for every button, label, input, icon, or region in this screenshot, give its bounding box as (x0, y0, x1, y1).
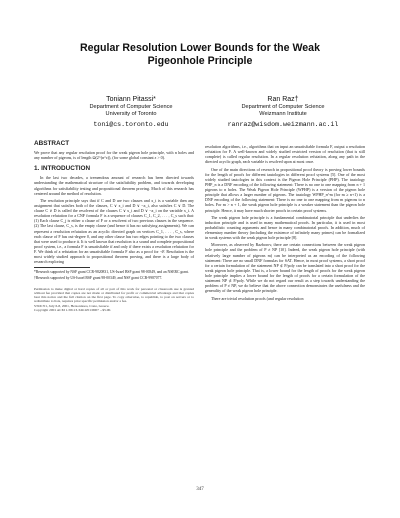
title-line-1: Regular Resolution Lower Bounds for the Weak (80, 42, 320, 54)
body-paragraph: One of the main directions of research in propositional proof theory is proving lower bounds for the length of proofs for different tautologies in different proof systems [5]. One of the most widely studied tautologies in this context is the Pigeon Hole Principle (PHP). The tautology PHP_n is a DNF encoding of the following statement: There is no one to one mapping from n + 1 pigeons to n holes. The Weak Pigeon Hole Principle (WPHP) is a version of the pigeon hole principle that allows a larger number of pigeons. The tautology WPHP_n^m (for m ≥ n+1) is a DNF encoding of the following statement: There is no one to one mapping from m pigeons to n holes. For m > n + 1, the weak pigeon hole principle is a weaker statement than the pigeon hole principle. Hence, it may have much shorter proofs in certain proof systems. (205, 166, 365, 213)
author-block-2 (198, 95, 368, 129)
page-number: 347 (196, 487, 204, 492)
footnote: †Research supported by US-Israel BSF grant 98-00349, and NSF grant CCR-9987077. (34, 275, 163, 280)
author-name: Ran Raz† (267, 96, 299, 103)
author-email: ranraz@wisdom.weizmann.ac.il (227, 121, 339, 129)
footnote-rule (34, 267, 90, 268)
body-paragraph: Moreover, as observed by Razborov, there are certain connections between the weak pigeon hole principle and the problem of P ≠ NP [10]. Indeed, the weak pigeon hole principle (with relatively large number of pigeons m) can be interpreted as an encoding of the following statement: There are no small DNF formulas for SAT. Hence, in most proof systems, a short proof for a certain formulation of the statement NP ⊄ P/poly can be translated into a short proof for the weak pigeon hole principle. That is, a lower bound for the length of proofs for the weak pigeon hole principle implies a lower bound for the length of proofs for a certain formulation of the statement NP ⊄ P/poly. While we do not regard our result as a step towards understanding the problem of P ≠ NP, we do believe that the above connection demonstrates the usefulness and the generality of the weak pigeon hole principle. (205, 242, 365, 294)
body-paragraph: resolution algorithms, i.e., algorithms that on input an unsatisfiable formula F, output a resolution refutation for F. A well-known and widely studied restricted version of resolution (that is still complete) is called regular resolution. In a regular resolution refutation, along any path in the directed acyclic graph, each variable is resolved upon at most once. (205, 144, 365, 165)
author-institution: University of Toronto (105, 111, 157, 118)
author-affiliation: Department of Computer Science (241, 104, 325, 110)
left-column (34, 140, 194, 312)
author-affiliation: Department of Computer Science (89, 104, 173, 110)
author-institution: Weizmann Institute (259, 111, 307, 118)
body-paragraph: There are trivial resolution proofs (and regular resolution (211, 295, 304, 301)
author-name: Toniann Pitassi* (106, 96, 156, 103)
abstract-heading: ABSTRACT (34, 140, 70, 147)
paper-title (20, 42, 380, 68)
abstract-text: We prove that any regular resolution proof for the weak pigeon hole principle, with n holes and any number of pigeons, is of length Ω(2^(n^ε)), (for some global constant ε > 0). (34, 150, 194, 161)
intro-paragraph: The resolution principle says that if C and D are two clauses and x_i is a variable then any assignment that satisfies both of the clauses, C ∨ x_i and D ∨ ¬x_i, also satisfies C ∨ D. The clause C ∨ D is called the resolvent of the clauses C ∨ x_i and D ∨ ¬x_i on the variable x_i. A resolution refutation for a CNF formula F is a sequence of clauses C_1, C_2, . . . , C_s such that: (1) Each clause C_j is either a clause of F or a resolvent of two previous clauses in the sequence. (2) The last clause, C_s, is the empty clause (and hence it has no satisfying assignments). We can represent a resolution refutation as an acyclic directed graph on vertices C_1, . . . , C_s, where each clause of F has out-degree 0, and any other clause has two edges pointing to the two clauses that were used to produce it. It is well known that resolution is a sound and complete propositional proof system, i.e., a formula F is unsatisfiable if and only if there exists a resolution refutation for F. We think of a refutation for an unsatisfiable formula F also as a proof for ¬F. Resolution is the most widely studied approach to propositional theorem proving, and there is a large body of research exploring (34, 197, 194, 265)
body-paragraph: The weak pigeon hole principle is a fundamental combinatorial principle that underlies the induction principle and is used in many mathematical proofs. In particular, it is used in most probabilistic counting arguments and hence in many combinatorial proofs. In addition, much of elementary number theory (including the existence of infinitely many primes) can be formalized in weak systems with the weak pigeon hole principle [8]. (205, 214, 365, 241)
introduction-heading: 1. INTRODUCTION (34, 165, 91, 173)
title-line-2: Pigeonhole Principle (147, 55, 253, 67)
author-email: toni@cs.toronto.edu (93, 121, 169, 129)
permission-notice: Permission to make digital or hard copies of all or part of this work for personal or classroom use is granted without fee provided that copies are not made or distributed for profit or commercial advantage and that copies bear this notice and the full citation on the first page. To copy otherwise, to republish, to post on servers or to redistribute to lists, requires prior specific permission and/or a fee. STOC'01, July 6-8, 2001, Hersonissos, Crete, Greece. Copyright 2001 ACM 1-58113-349-9/01/0007 ...$5.00. (34, 286, 194, 313)
footnote: *Research supported by NSF grant CCR-9820831, US-Israel BSF grant 98-00349, and an NSERC grant. (34, 270, 189, 275)
right-column (205, 144, 365, 303)
intro-paragraph: In the last two decades, a tremendous amount of research has been directed towards understanding the mathematical structure of the satisfiability problem, and towards developing algorithms for satisfiability testing and propositional theorem proving. Much of this research has centered around the method of resolution. (34, 175, 194, 196)
author-block-1 (46, 95, 216, 129)
